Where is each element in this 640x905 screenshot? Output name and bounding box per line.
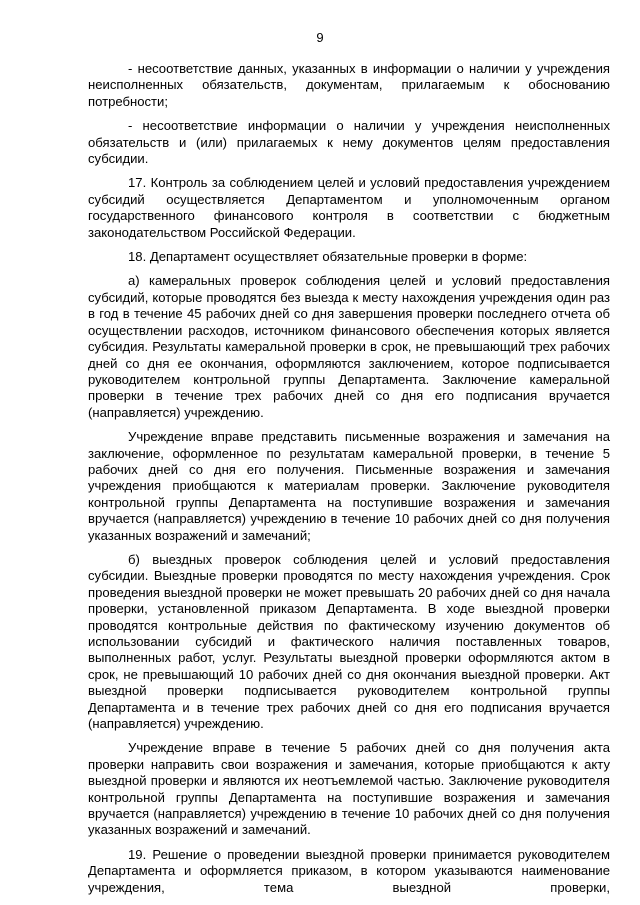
paragraph-item-nonconformity-info: - несоответствие информации о наличии у учреждения неисполненных обязательств и (или) прилагаемых к нему документов целям предоставления субсидии. — [88, 118, 610, 167]
document-body — [88, 61, 610, 896]
paragraph-clause-17: 17. Контроль за соблюдением целей и условий предоставления учреждением субсидий осуществляется Департаментом и уполномоченным органом государственного финансового контроля в соответствии с бюджетным законодательством Российской Федерации. — [88, 175, 610, 240]
paragraph-clause-18a: а) камеральных проверок соблюдения целей и условий предоставления субсидий, которые проводятся без выезда к месту нахождения учреждения один раз в год в течение 45 рабочих дней со дня завершения проверки последнего отчета об осуществлении расходов, источником финансового обеспечения которых является субсидия. Результаты камеральной проверки в срок, не превышающий трех рабочих дней со дня ее окончания, оформляются заключением, которое подписывается руководителем контрольной группы Департамента. Заключение камеральной проверки в течение трех рабочих дней со дня его подписания вручается (направляется) учреждению. — [88, 273, 610, 420]
paragraph-clause-19: 19. Решение о проведении выездной проверки принимается руководителем Департамента и оформляется приказом, в котором указываются наименование учреждения, тема выездной проверки, — [88, 846, 610, 895]
paragraph-clause-18: 18. Департамент осуществляет обязательные проверки в форме: — [128, 249, 528, 265]
paragraph-clause-18b: б) выездных проверок соблюдения целей и условий предоставления субсидии. Выездные проверки проводятся по месту нахождения учреждения. Срок проведения выездной проверки не может превышать 20 рабочих дней со дня начала проверки, установленной приказом Департамента. В ходе выездной проверки проводятся контрольные действия по фактическому изучению документов об использовании субсидий и фактического наличия поставленных товаров, выполненных работ, услуг. Результаты выездной проверки оформляются актом в срок, не превышающий 10 рабочих дней со дня окончания выездной проверки. Акт выездной проверки подписывается руководителем контрольной группы Департамента и в течение трех рабочих дней со дня его подписания вручается (направляется) учреждению. — [88, 551, 610, 732]
page-number: 9 — [316, 30, 324, 45]
paragraph-objections-field: Учреждение вправе в течение 5 рабочих дней со дня получения акта проверки направить свои возражения и замечания, которые приобщаются к акту выездной проверки и являются их неотъемлемой частью. Заключение руководителя контрольной группы Департамента на поступившие возражения и замечания вручается (направляется) учреждению в течение 10 рабочих дней со дня получения указанных возражений и замечаний. — [88, 740, 610, 838]
paragraph-item-nonconformity-data: - несоответствие данных, указанных в информации о наличии у учреждения неисполненных обязательств, документам, прилагаемым к обоснованию потребности; — [88, 61, 610, 109]
paragraph-objections-desk: Учреждение вправе представить письменные возражения и замечания на заключение, оформленное по результатам камеральной проверки, в течение 5 рабочих дней со дня его получения. Письменные возражения и замечания учреждения приобщаются к материалам проверки. Заключение руководителя контрольной группы Департамента на поступившие возражения и замечания вручается (направляется) учреждению в течение 10 рабочих дней со дня получения указанных возражений и замечаний; — [88, 429, 610, 543]
